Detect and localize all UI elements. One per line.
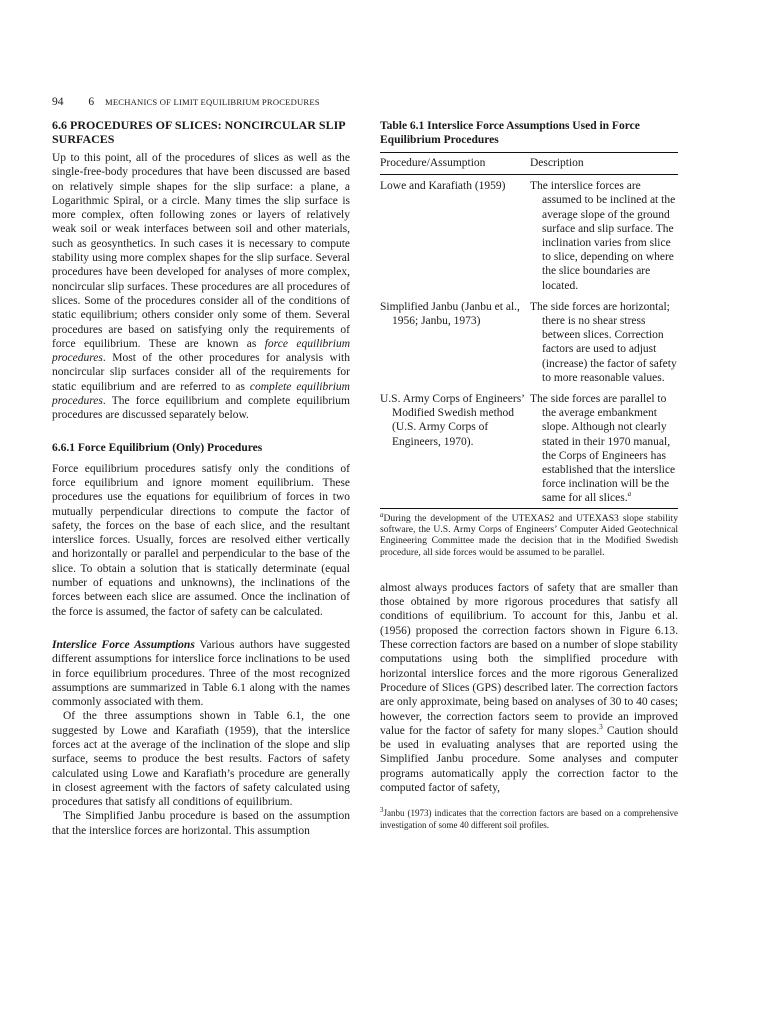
table-row (380, 175, 678, 296)
footnote-ref-3: 3 (599, 723, 603, 731)
table-cell-description-text: The side forces are parallel to the average embankment slope. Although not clearly stated in their 1970 manual, the Corps of Engineers has established that the interslice force inclination will be the same for all slices. (530, 393, 676, 505)
table-cell-description (530, 392, 678, 506)
intro-text-3: . The force equilibrium and complete equilibrium procedures are discussed separately below. (52, 395, 350, 422)
continued-text-1: almost always produces factors of safety that are smaller than those obtained by more rigorous procedures that satisfy all conditions of equilibrium. To account for this, Janbu et al. (1956) proposed the correction factors shown in Figure 6.13. These correction factors are based on a number of slope stability computations using both the simplified procedure with horizontal interslice forces and the more rigorous Generalized Procedure of Slices (GPS) described later. The correction factors are only approximate, being based on analyses of 30 to 40 cases; however, the correction factors seem to provide an improved value for the factor of safety for many slopes. (380, 581, 678, 737)
paragraph-intro (52, 151, 350, 423)
intro-text-1: Up to this point, all of the procedures of slices as well as the single-free-body procedures that have been discussed are based on relatively simple shapes for the slip surface: a plane, a Logarithmic Spiral, or a circle. Many times the slip surface is more complex, often following zones or layers of relatively weak soil or weak interfaces between soil and other materials, such as geosynthetics. In such cases it is necessary to compute stability using more complex shapes for the slip surface. Several procedures have been developed for analyses of more complex, noncircular slip surfaces. These procedures are all procedures of slices. Some of the procedures consider all of the conditions of static equilibrium; others consider only some of them. Several procedures are based on satisfying only the requirements of force equilibrium. These are known as (52, 152, 350, 350)
assumptions-text: Various authors have suggested different assumptions for interslice force inclinations to be used in force equilibrium procedures. Three of the most recognized assumptions are summarized in Table 6.1 along with the names commonly associated with them. (52, 638, 351, 709)
left-column (52, 118, 350, 838)
chapter-number: 6 (88, 96, 95, 108)
table-footnote-ref: a (627, 490, 632, 499)
table-header-procedure: Procedure/Assumption (380, 153, 530, 175)
footnote-3 (380, 808, 678, 831)
subsection-heading: 6.6.1 Force Equilibrium (Only) Procedures (52, 441, 263, 454)
table-header-description: Description (530, 153, 678, 175)
running-title: MECHANICS OF LIMIT EQUILIBRIUM PROCEDURES (105, 97, 320, 107)
table-cell-procedure: Lowe and Karafiath (1959) (380, 180, 506, 193)
table-cell-description: The side forces are horizontal; there is no shear stress between slices. Correction factors are used to adjust (increase) the factor of safety to more reasonable values. (530, 300, 677, 384)
paragraph-interslice-assumptions (52, 638, 350, 709)
paragraph-three-assumptions: Of the three assumptions shown in Table 6.1, the one suggested by Lowe and Karafiath (1959), that the interslice forces act at the average of the inclination of the slope and slip surface, seems to produce the best results. Factors of safety calculated using Lowe and Karafiath’s procedure are generally in closest agreement with the factors of safety calculated using procedures that satisfy all conditions of equilibrium. (52, 710, 350, 809)
table-row (380, 296, 678, 388)
intro-text-2: . Most of the other procedures for analysis with noncircular slip surfaces consider all of the requirements for static equilibrium and are referred to as (52, 352, 350, 393)
footnote-mark-3: 3 (380, 806, 384, 815)
paragraph-force-equilibrium: Force equilibrium procedures satisfy only the conditions of force equilibrium and ignore moment equilibrium. These procedures use the equations for equilibrium of forces in two mutually perpendicular directions to compute the factor of safety, the forces on the base of each slice, and the resultant interslice forces. Usually, forces are resolved either vertically and horizontally or parallel and perpendicular to the base of the slice. To obtain a solution that is statically determinate (equal number of equations and unknowns), the inclinations of the forces between each slice are assumed. Once the inclination of the force is assumed, the factor of safety can be calculated. (52, 462, 350, 618)
interslice-force-table (380, 152, 678, 509)
right-column (380, 119, 678, 831)
table-title: Table 6.1 Interslice Force Assumptions Used in Force Equilibrium Procedures (380, 120, 640, 146)
paragraph-continued (380, 581, 678, 795)
paragraph-heading: Interslice Force Assumptions (52, 638, 195, 651)
page-number: 94 (52, 96, 64, 108)
table-footnote (380, 510, 678, 558)
section-heading: 6.6 PROCEDURES OF SLICES: NONCIRCULAR SLIP SURFACES (52, 118, 345, 146)
table-cell-procedure: Simplified Janbu (Janbu et al., 1956; Janbu, 1973) (380, 300, 520, 328)
footnote-text: Janbu (1973) indicates that the correction factors are based on a comprehensive investigation of some 40 different soil profiles. (380, 808, 678, 830)
table-cell-procedure: U.S. Army Corps of Engineers’ Modified Swedish method (U.S. Army Corps of Engineers, 1970). (380, 393, 525, 448)
table-row (380, 388, 678, 508)
continued-text-2: Caution should be used in evaluating analyses that are reported using the Simplified Janbu procedure. Some analyses and computer programs automatically apply the correction factor to the computed factor of safety, (380, 724, 679, 795)
page-header (52, 96, 320, 108)
table-header-row (380, 153, 678, 175)
table-footnote-text: During the development of the UTEXAS2 and UTEXAS3 slope stability software, the U.S. Army Corps of Engineers’ Computer Aided Geotechnical Engineering Committee made the decision that in the Modified Swedish procedure, all side forces would be assumed to be parallel. (380, 512, 678, 558)
intro-term-force-equilibrium: force equilibrium procedures (52, 337, 351, 365)
intro-term-complete-equilibrium: complete equilibrium procedures (52, 380, 350, 408)
table-cell-description: The interslice forces are assumed to be inclined at the average slope of the ground surface and slip surface. The inclination varies from slice to slice, depending on where the slice boundaries are located. (530, 180, 676, 292)
table-footnote-mark: a (380, 510, 384, 519)
paragraph-simplified-janbu: The Simplified Janbu procedure is based on the assumption that the interslice forces are horizontal. This assumption (52, 810, 350, 837)
